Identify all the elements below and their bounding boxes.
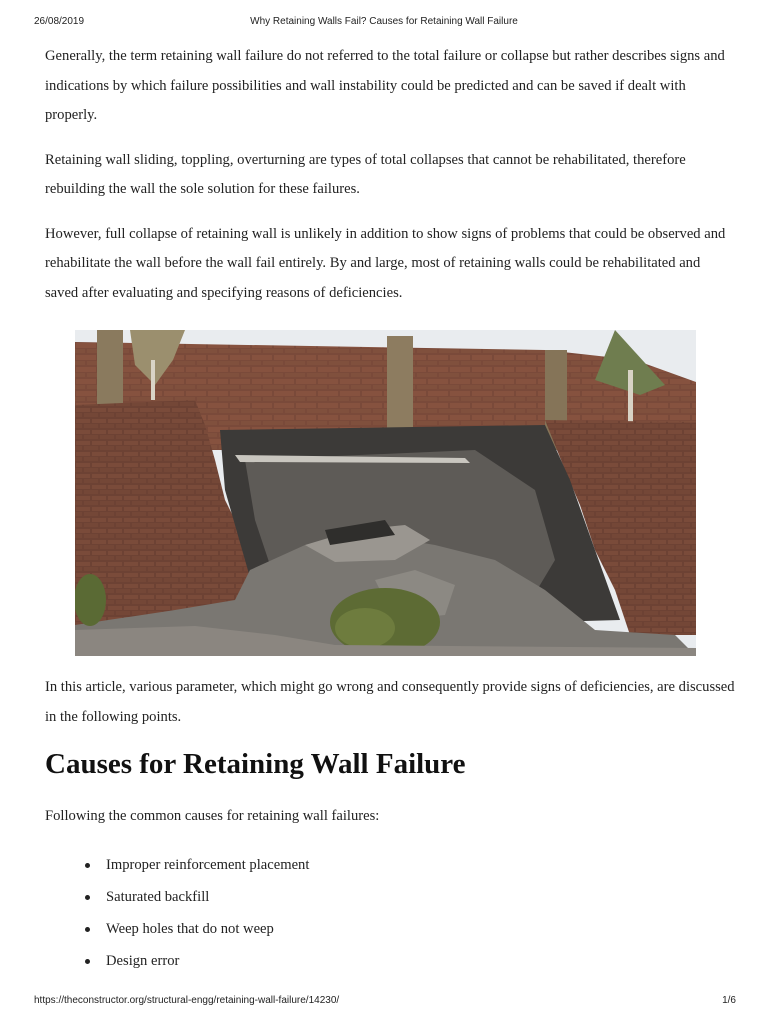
list-item <box>80 884 309 916</box>
wall-collapse-image <box>75 330 696 656</box>
print-date: 26/08/2019 <box>34 16 85 27</box>
cause-label: Saturated backfill <box>106 889 210 905</box>
cause-label: Weep holes that do not weep <box>106 921 274 937</box>
causes-intro: Following the common causes for retaining wall failures: <box>45 808 380 824</box>
paragraph-1: Generally, the term retaining wall failure do not referred to the total failure or collapse but rather describes signs and indications by which failure possibilities and wall instability could be predicted and can be saved if dealt with properly. <box>45 48 725 123</box>
causes-list <box>80 852 309 980</box>
list-item <box>80 916 309 948</box>
bullet-icon <box>85 895 90 900</box>
document-title: Why Retaining Walls Fail? Causes for Retaining Wall Failure <box>250 16 518 27</box>
page-number: 1/6 <box>722 995 736 1006</box>
source-url[interactable]: https://theconstructor.org/structural-engg/retaining-wall-failure/14230/ <box>34 995 340 1006</box>
bullet-icon <box>85 959 90 964</box>
paragraph-4: In this article, various parameter, which might go wrong and consequently provide signs of deficiencies, are discussed in the following points. <box>45 679 735 725</box>
bullet-icon <box>85 927 90 932</box>
section-heading: Causes for Retaining Wall Failure <box>45 748 466 780</box>
article-body-continued <box>45 673 735 732</box>
paragraph-2: Retaining wall sliding, toppling, overturning are types of total collapses that cannot be rehabilitated, therefore rebuilding the wall the sole solution for these failures. <box>45 151 686 197</box>
paragraph-3: However, full collapse of retaining wall is unlikely in addition to show signs of problems that could be observed and rehabilitate the wall before the wall fail entirely. By and large, most of retaining walls could be rehabilitated and saved after evaluating and specifying reasons of deficiencies. <box>45 225 726 301</box>
cause-label: Design error <box>106 953 180 969</box>
page-footer <box>0 995 768 1009</box>
page-header <box>0 16 768 30</box>
list-item <box>80 852 309 884</box>
cause-label: Improper reinforcement placement <box>106 857 310 873</box>
article-body <box>45 42 735 325</box>
collapsed-retaining-wall-photo <box>75 330 696 656</box>
list-item <box>80 948 309 980</box>
bullet-icon <box>85 863 90 868</box>
